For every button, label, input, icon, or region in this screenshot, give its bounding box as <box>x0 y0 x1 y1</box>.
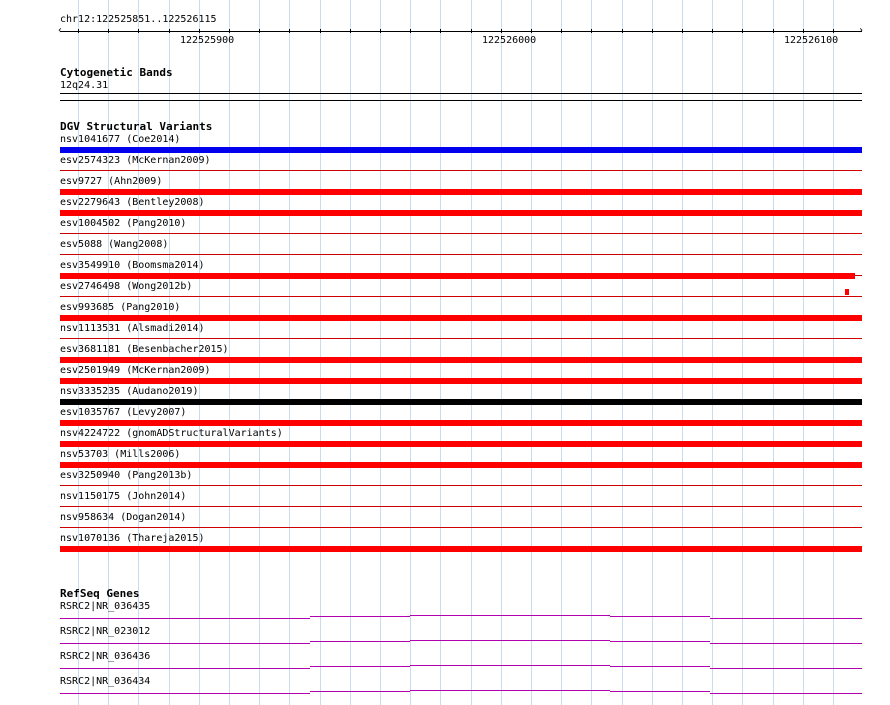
refseq-gene-feature[interactable] <box>60 668 310 669</box>
grid-line <box>259 0 260 705</box>
grid-line <box>320 0 321 705</box>
ruler-minor-tick <box>199 29 200 33</box>
tick-label-2: 122526000 <box>482 35 537 46</box>
dgv-variant-label[interactable]: esv9727 (Ahn2009) <box>60 176 163 187</box>
dgv-variant-label[interactable]: esv2501949 (McKernan2009) <box>60 365 211 376</box>
dgv-variant-feature[interactable] <box>60 378 862 384</box>
refseq-gene-label[interactable]: RSRC2|NR_036434 <box>60 676 151 687</box>
dgv-variant-label[interactable]: nsv4224722 (gnomADStructuralVariants) <box>60 428 283 439</box>
grid-line <box>622 0 623 705</box>
refseq-gene-feature[interactable] <box>710 668 862 669</box>
dgv-variant-label[interactable]: esv993685 (Pang2010) <box>60 302 181 313</box>
refseq-gene-feature[interactable] <box>310 616 410 617</box>
grid-line <box>229 0 230 705</box>
cytoband-bar-bottom <box>60 100 862 101</box>
ruler-minor-tick <box>591 29 592 33</box>
dgv-variant-label[interactable]: esv2746498 (Wong2012b) <box>60 281 193 292</box>
ruler-minor-tick <box>350 29 351 33</box>
dgv-variant-label[interactable]: esv2279643 (Bentley2008) <box>60 197 205 208</box>
dgv-row-separator <box>60 296 862 297</box>
dgv-track-title[interactable]: DGV Structural Variants <box>60 120 213 133</box>
dgv-variant-feature[interactable] <box>60 189 862 195</box>
ruler-left-arrow-icon: ‹ <box>57 25 64 36</box>
refseq-gene-feature[interactable] <box>60 643 310 644</box>
ruler-minor-tick <box>833 29 834 33</box>
dgv-row-separator <box>60 254 862 255</box>
grid-line <box>561 0 562 705</box>
grid-line <box>380 0 381 705</box>
ruler-minor-tick <box>561 29 562 33</box>
dgv-row-separator <box>60 338 862 339</box>
dgv-variant-label[interactable]: esv3549910 (Boomsma2014) <box>60 260 205 271</box>
ruler-minor-tick <box>501 29 502 33</box>
dgv-variant-label[interactable]: nsv1041677 (Coe2014) <box>60 134 181 145</box>
refseq-gene-label[interactable]: RSRC2|NR_023012 <box>60 626 151 637</box>
ruler-minor-tick <box>440 29 441 33</box>
ruler-right-arrow-icon: › <box>858 25 865 36</box>
ruler-minor-tick <box>289 29 290 33</box>
dgv-variant-label[interactable]: esv5088 (Wang2008) <box>60 239 169 250</box>
cytoband-label: 12q24.31 <box>60 80 109 91</box>
grid-line <box>712 0 713 705</box>
refseq-gene-feature[interactable] <box>410 640 610 641</box>
dgv-variant-label[interactable]: esv1035767 (Levy2007) <box>60 407 187 418</box>
grid-line <box>410 0 411 705</box>
grid-line <box>591 0 592 705</box>
dgv-variant-feature[interactable] <box>60 399 862 405</box>
ruler-minor-tick <box>229 29 230 33</box>
grid-line <box>652 0 653 705</box>
grid-line <box>440 0 441 705</box>
refseq-gene-feature[interactable] <box>610 616 710 617</box>
grid-line <box>350 0 351 705</box>
cytogenetic-track-title[interactable]: Cytogenetic Bands <box>60 66 173 79</box>
ruler-minor-tick <box>78 29 79 33</box>
refseq-gene-feature[interactable] <box>610 641 710 642</box>
grid-line <box>803 0 804 705</box>
dgv-variant-label[interactable]: nsv53703 (Mills2006) <box>60 449 181 460</box>
ruler-minor-tick <box>682 29 683 33</box>
ruler-minor-tick <box>138 29 139 33</box>
ruler-minor-tick <box>773 29 774 33</box>
refseq-gene-feature[interactable] <box>410 615 610 616</box>
cytoband-bar-top[interactable] <box>60 93 862 94</box>
grid-line <box>773 0 774 705</box>
dgv-variant-feature[interactable] <box>60 546 862 552</box>
refseq-gene-feature[interactable] <box>710 693 862 694</box>
dgv-variant-label[interactable]: nsv1070136 (Thareja2015) <box>60 533 205 544</box>
dgv-variant-feature[interactable] <box>845 289 849 295</box>
dgv-variant-feature[interactable] <box>60 462 862 468</box>
dgv-variant-feature[interactable] <box>60 441 862 447</box>
refseq-gene-feature[interactable] <box>60 693 310 694</box>
ruler-minor-tick <box>652 29 653 33</box>
refseq-gene-feature[interactable] <box>310 666 410 667</box>
tick-label-1: 122525900 <box>180 35 235 46</box>
dgv-row-separator <box>60 170 862 171</box>
dgv-row-separator <box>60 527 862 528</box>
dgv-variant-label[interactable]: nsv1150175 (John2014) <box>60 491 187 502</box>
dgv-row-separator <box>60 506 862 507</box>
ruler-minor-tick <box>410 29 411 33</box>
ruler-minor-tick <box>471 29 472 33</box>
dgv-variant-label[interactable]: esv1004502 (Pang2010) <box>60 218 187 229</box>
grid-line <box>289 0 290 705</box>
refseq-gene-label[interactable]: RSRC2|NR_036436 <box>60 651 151 662</box>
dgv-row-separator <box>60 233 862 234</box>
grid-line <box>742 0 743 705</box>
grid-line <box>531 0 532 705</box>
dgv-variant-label[interactable]: esv3250940 (Pang2013b) <box>60 470 193 481</box>
dgv-variant-label[interactable]: esv3681181 (Besenbacher2015) <box>60 344 229 355</box>
refseq-gene-feature[interactable] <box>610 666 710 667</box>
dgv-variant-label[interactable]: nsv1113531 (Alsmadi2014) <box>60 323 205 334</box>
ruler-minor-tick <box>108 29 109 33</box>
ruler-minor-tick <box>169 29 170 33</box>
refseq-gene-feature[interactable] <box>60 618 310 619</box>
dgv-row-separator <box>60 485 862 486</box>
dgv-variant-label[interactable]: nsv958634 (Dogan2014) <box>60 512 187 523</box>
dgv-variant-label[interactable]: nsv3335235 (Audano2019) <box>60 386 199 397</box>
refseq-gene-feature[interactable] <box>310 691 410 692</box>
refseq-gene-feature[interactable] <box>710 643 862 644</box>
dgv-variant-feature[interactable] <box>60 315 862 321</box>
refseq-gene-feature[interactable] <box>410 690 610 691</box>
dgv-variant-feature[interactable] <box>60 147 862 153</box>
ruler-minor-tick <box>622 29 623 33</box>
ruler-minor-tick <box>803 29 804 33</box>
grid-line <box>471 0 472 705</box>
ruler-minor-tick <box>380 29 381 33</box>
dgv-variant-label[interactable]: esv2574323 (McKernan2009) <box>60 155 211 166</box>
dgv-variant-feature[interactable] <box>60 357 862 363</box>
grid-line <box>833 0 834 705</box>
ruler-minor-tick <box>742 29 743 33</box>
refseq-gene-label[interactable]: RSRC2|NR_036435 <box>60 601 151 612</box>
refseq-gene-feature[interactable] <box>710 618 862 619</box>
refseq-gene-feature[interactable] <box>410 665 610 666</box>
dgv-variant-feature[interactable] <box>60 273 855 279</box>
grid-line <box>682 0 683 705</box>
ruler-minor-tick <box>531 29 532 33</box>
ruler-minor-tick <box>712 29 713 33</box>
ruler-minor-tick <box>259 29 260 33</box>
position-label: chr12:122525851..122526115 <box>60 14 217 25</box>
dgv-variant-feature[interactable] <box>60 210 862 216</box>
grid-line <box>501 0 502 705</box>
refseq-gene-feature[interactable] <box>610 691 710 692</box>
ruler-minor-tick <box>320 29 321 33</box>
dgv-variant-feature[interactable] <box>60 420 862 426</box>
tick-label-3: 122526100 <box>784 35 839 46</box>
refseq-gene-feature[interactable] <box>310 641 410 642</box>
refseq-track-title[interactable]: RefSeq Genes <box>60 587 140 600</box>
